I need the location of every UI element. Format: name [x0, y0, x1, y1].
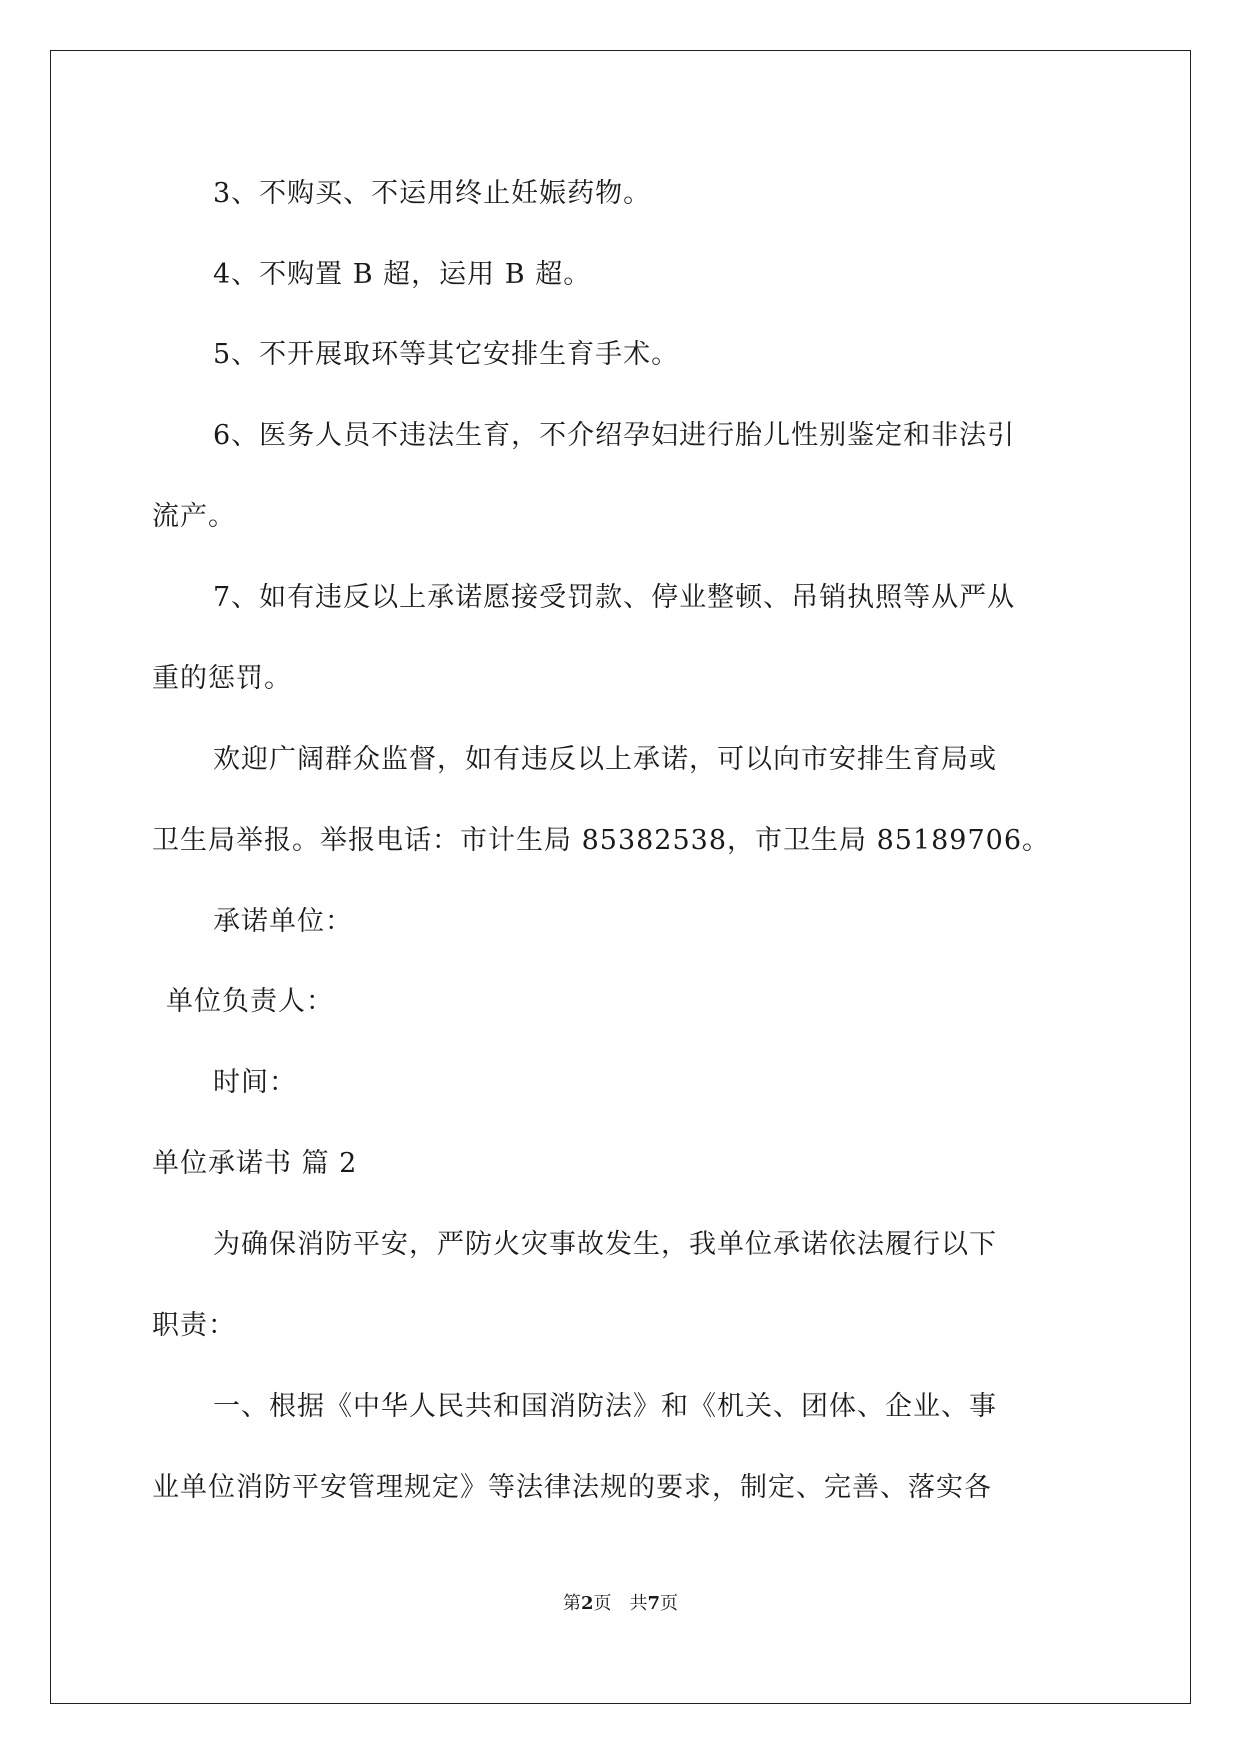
page-border: [50, 50, 1191, 1704]
paragraph-fire-safety-line-1: 为确保消防平安，严防火灾事故发生，我单位承诺依法履行以下: [213, 1229, 997, 1260]
paragraph-item-5: 5、不开展取环等其它安排生育手术。: [213, 339, 680, 370]
paragraph-item-6-line-2: 流产。: [152, 501, 236, 532]
footer-current-page: 2: [580, 1593, 594, 1614]
paragraph-supervision-line-1: 欢迎广阔群众监督，如有违反以上承诺，可以向市安排生育局或: [213, 744, 997, 775]
footer-page-prefix: 第: [562, 1593, 581, 1614]
time-label: 时间：: [213, 1067, 297, 1098]
footer-total-pages: 7: [647, 1593, 661, 1614]
paragraph-item-6-line-1: 6、医务人员不违法生育，不介绍孕妇进行胎儿性别鉴定和非法引: [213, 420, 1016, 451]
paragraph-item-7-line-1: 7、如有违反以上承诺愿接受罚款、停业整顿、吊销执照等从严从: [213, 582, 1016, 613]
paragraph-item-4: 4、不购置 B 超，运用 B 超。: [213, 259, 592, 290]
paragraph-item-one-line-1: 一、根据《中华人民共和国消防法》和《机关、团体、企业、事: [213, 1391, 997, 1422]
footer-total-unit: 页: [660, 1593, 679, 1614]
paragraph-fire-safety-line-2: 职责：: [152, 1310, 236, 1341]
paragraph-item-3: 3、不购买、不运用终止妊娠药物。: [213, 178, 652, 209]
paragraph-item-7-line-2: 重的惩罚。: [152, 663, 292, 694]
footer-page-unit: 页: [593, 1593, 612, 1614]
page-footer: [0, 1592, 1241, 1616]
paragraph-item-one-line-2: 业单位消防平安管理规定》等法律法规的要求，制定、完善、落实各: [152, 1472, 992, 1503]
footer-total-prefix: 共: [629, 1593, 648, 1614]
paragraph-supervision-line-2: 卫生局举报。举报电话：市计生局 85382538，市卫生局 85189706。: [152, 825, 1051, 856]
unit-responsible-label: 单位负责人：: [166, 986, 334, 1017]
section-heading: 单位承诺书 篇 2: [152, 1148, 358, 1179]
committing-unit-label: 承诺单位：: [213, 906, 353, 937]
